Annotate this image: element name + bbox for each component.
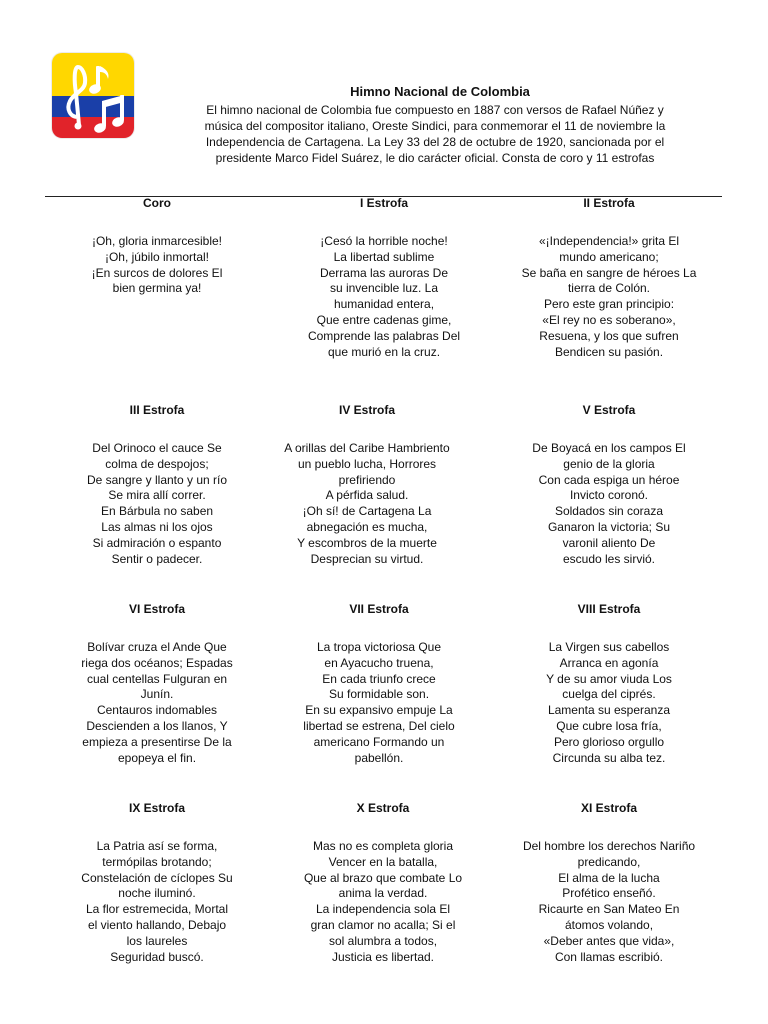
section-title: IV Estrofa — [338, 403, 395, 417]
section-title: III Estrofa — [129, 403, 185, 417]
section-estrofa-7 — [283, 601, 475, 766]
section-estrofa-1 — [288, 195, 480, 360]
section-text: Mas no es completa gloria Vencer en la batalla, Que al brazo que combate Lo anima la verdad. La independencia sola El gran clamor no acalla; Si el sol alumbra a todos, Justicia es libertad. — [303, 839, 463, 964]
section-title: VI Estrofa — [128, 602, 185, 616]
section-estrofa-10 — [287, 800, 479, 965]
section-title: Coro — [143, 196, 171, 210]
section-text: ¡Cesó la horrible noche! La libertad sublime Derrama las auroras De su invencible luz. La humanidad entera, Que entre cadenas gime, Comprende las palabras Del que murió en la cruz. — [307, 234, 461, 359]
section-text: Bolívar cruza el Ande Que riega dos océanos; Espadas cual centellas Fulguran en Junín. Centauros indomables Descienden a los llanos, Y empieza a presentirse De la epopeya el fin. — [81, 640, 233, 765]
section-coro — [61, 195, 253, 297]
music-notes-icon — [52, 53, 134, 138]
section-estrofa-5 — [513, 402, 705, 567]
section-text: La tropa victoriosa Que en Ayacucho truena, En cada triunfo crece Su formidable son. En su expansivo empuje La libertad se estrena, Del cielo americano Formando un pabellón. — [303, 640, 455, 765]
section-estrofa-2 — [513, 195, 705, 360]
document-title: Himno Nacional de Colombia — [350, 84, 530, 99]
section-text: Del hombre los derechos Nariño predicando, El alma de la lucha Profético enseñó. Ricaurte en San Mateo En átomos volando, «Deber antes que vida», Con llamas escribió. — [522, 839, 696, 964]
section-text: «¡Independencia!» grita El mundo americano; Se baña en sangre de héroes La tierra de Colón. Pero este gran principio: «El rey no es soberano», Resuena, y los que sufren Bendicen su pasión. — [521, 234, 697, 359]
section-title: V Estrofa — [582, 403, 636, 417]
section-text: De Boyacá en los campos El genio de la gloria Con cada espiga un héroe Invicto coronó. Soldados sin coraza Ganaron la victoria; Su varonil aliento De escudo les sirvió. — [532, 441, 686, 566]
music-app-logo — [52, 53, 134, 138]
section-text: La Virgen sus cabellos Arranca en agonía Y de su amor viuda Los cuelga del ciprés. Lamenta su esperanza Que cubre losa fría, Pero glorioso orgullo Circunda su alba tez. — [546, 640, 672, 765]
section-estrofa-4 — [271, 402, 463, 567]
section-title: II Estrofa — [583, 196, 635, 210]
section-text: Del Orinoco el cauce Se colma de despojos; De sangre y llanto y un río Se mira allí correr. En Bárbula no saben Las almas ni los ojos Si admiración o espanto Sentir o padecer. — [86, 441, 228, 566]
section-title: IX Estrofa — [128, 801, 185, 815]
section-text: La Patria así se forma, termópilas brotando; Constelación de cíclopes Su noche iluminó. La flor estremecida, Mortal el viento hallando, Debajo los laureles Seguridad buscó. — [81, 839, 233, 964]
section-estrofa-6 — [61, 601, 253, 766]
section-title: XI Estrofa — [580, 801, 637, 815]
section-estrofa-8 — [513, 601, 705, 766]
section-title: VIII Estrofa — [577, 602, 641, 616]
section-title: I Estrofa — [359, 196, 408, 210]
section-text: A orillas del Caribe Hambriento un pueblo lucha, Horrores prefiriendo A pérfida salud. ¡Oh sí! de Cartagena La abnegación es mucha, Y escombros de la muerte Desprecian su virtud. — [284, 441, 450, 566]
section-text: ¡Oh, gloria inmarcesible! ¡Oh, júbilo inmortal! ¡En surcos de dolores El bien germina ya! — [91, 234, 223, 296]
section-estrofa-9 — [61, 800, 253, 965]
section-estrofa-3 — [61, 402, 253, 567]
section-title: VII Estrofa — [349, 602, 409, 616]
section-title: X Estrofa — [356, 801, 410, 815]
section-estrofa-11 — [513, 800, 705, 965]
intro-paragraph: El himno nacional de Colombia fue compuesto en 1887 con versos de Rafael Núñez y música del compositor italiano, Oreste Sindici, para conmemorar el 11 de noviembre la Independencia de Cartagena. La Ley 33 del 28 de octubre de 1920, sancionada por el presidente Marco Fidel Suárez, le dio carácter oficial. Consta de coro y 11 estrofas — [204, 103, 666, 165]
